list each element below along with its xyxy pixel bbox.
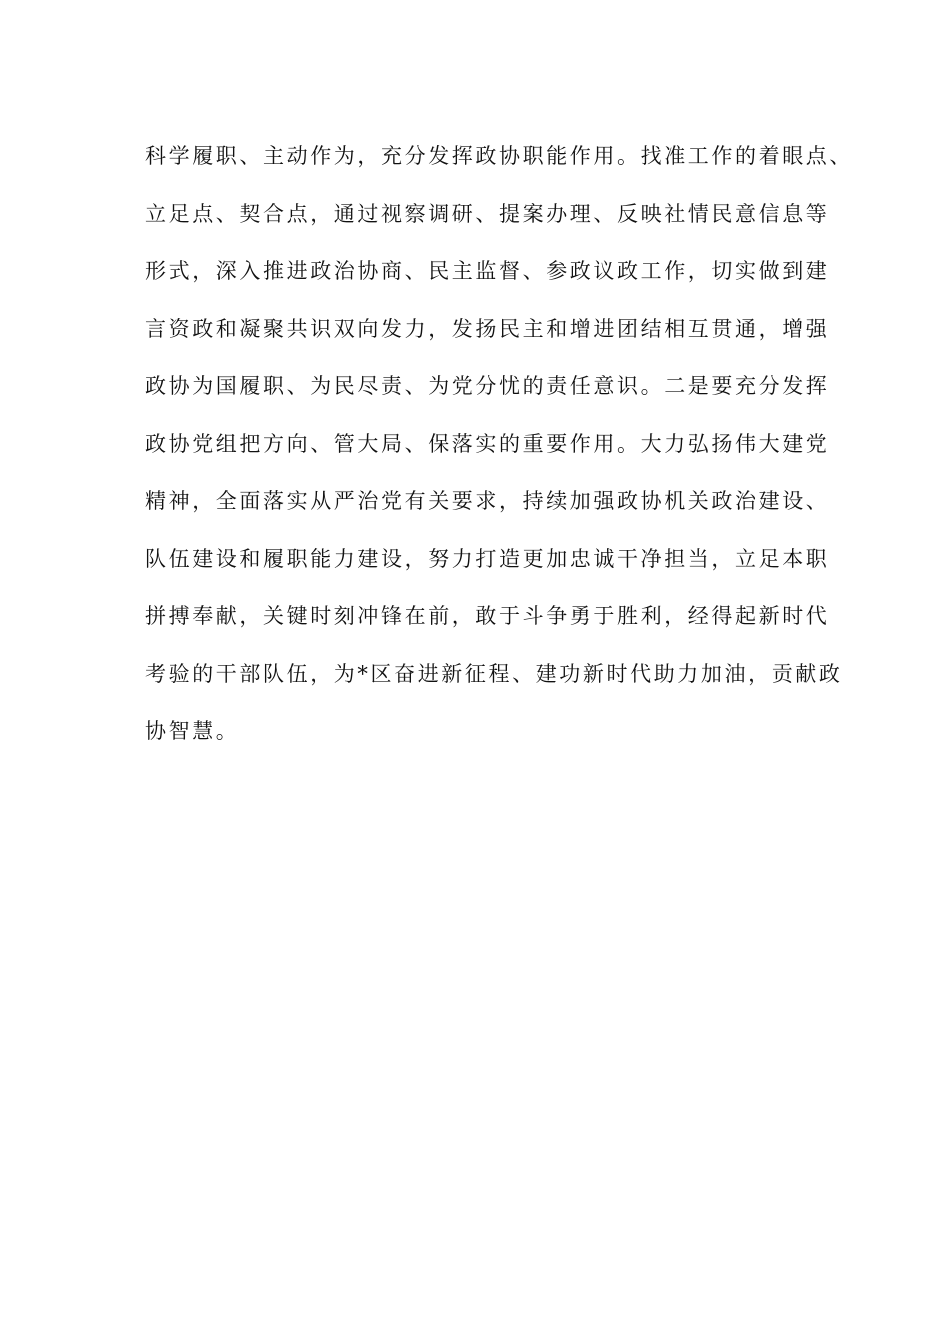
text-line: 科学履职、主动作为，充分发挥政协职能作用。找准工作的着眼点、 [145,144,853,168]
text-line: 考验的干部队伍，为*区奋进新征程、建功新时代助力加油，贡献政 [145,661,843,686]
text-line: 立足点、契合点，通过视察调研、提案办理、反映社情民意信息等 [145,201,830,226]
text-line: 精神，全面落实从严治党有关要求，持续加强政协机关政治建设、 [145,489,830,513]
text-line: 政协为国履职、为民尽责、为党分忧的责任意识。二是要充分发挥 [145,374,830,398]
text-line: 言资政和凝聚共识双向发力，发扬民主和增进团结相互贯通，增强 [145,316,830,341]
text-line: 协智慧。 [145,719,240,743]
text-line: 形式，深入推进政治协商、民主监督、参政议政工作，切实做到建 [145,259,830,283]
text-line: 队伍建设和履职能力建设，努力打造更加忠诚干净担当，立足本职 [145,546,830,571]
text-line: 政协党组把方向、管大局、保落实的重要作用。大力弘扬伟大建党 [145,431,830,456]
body-paragraph [145,128,853,761]
text-line: 拼搏奉献，关键时刻冲锋在前，敢于斗争勇于胜利，经得起新时代 [145,604,830,628]
